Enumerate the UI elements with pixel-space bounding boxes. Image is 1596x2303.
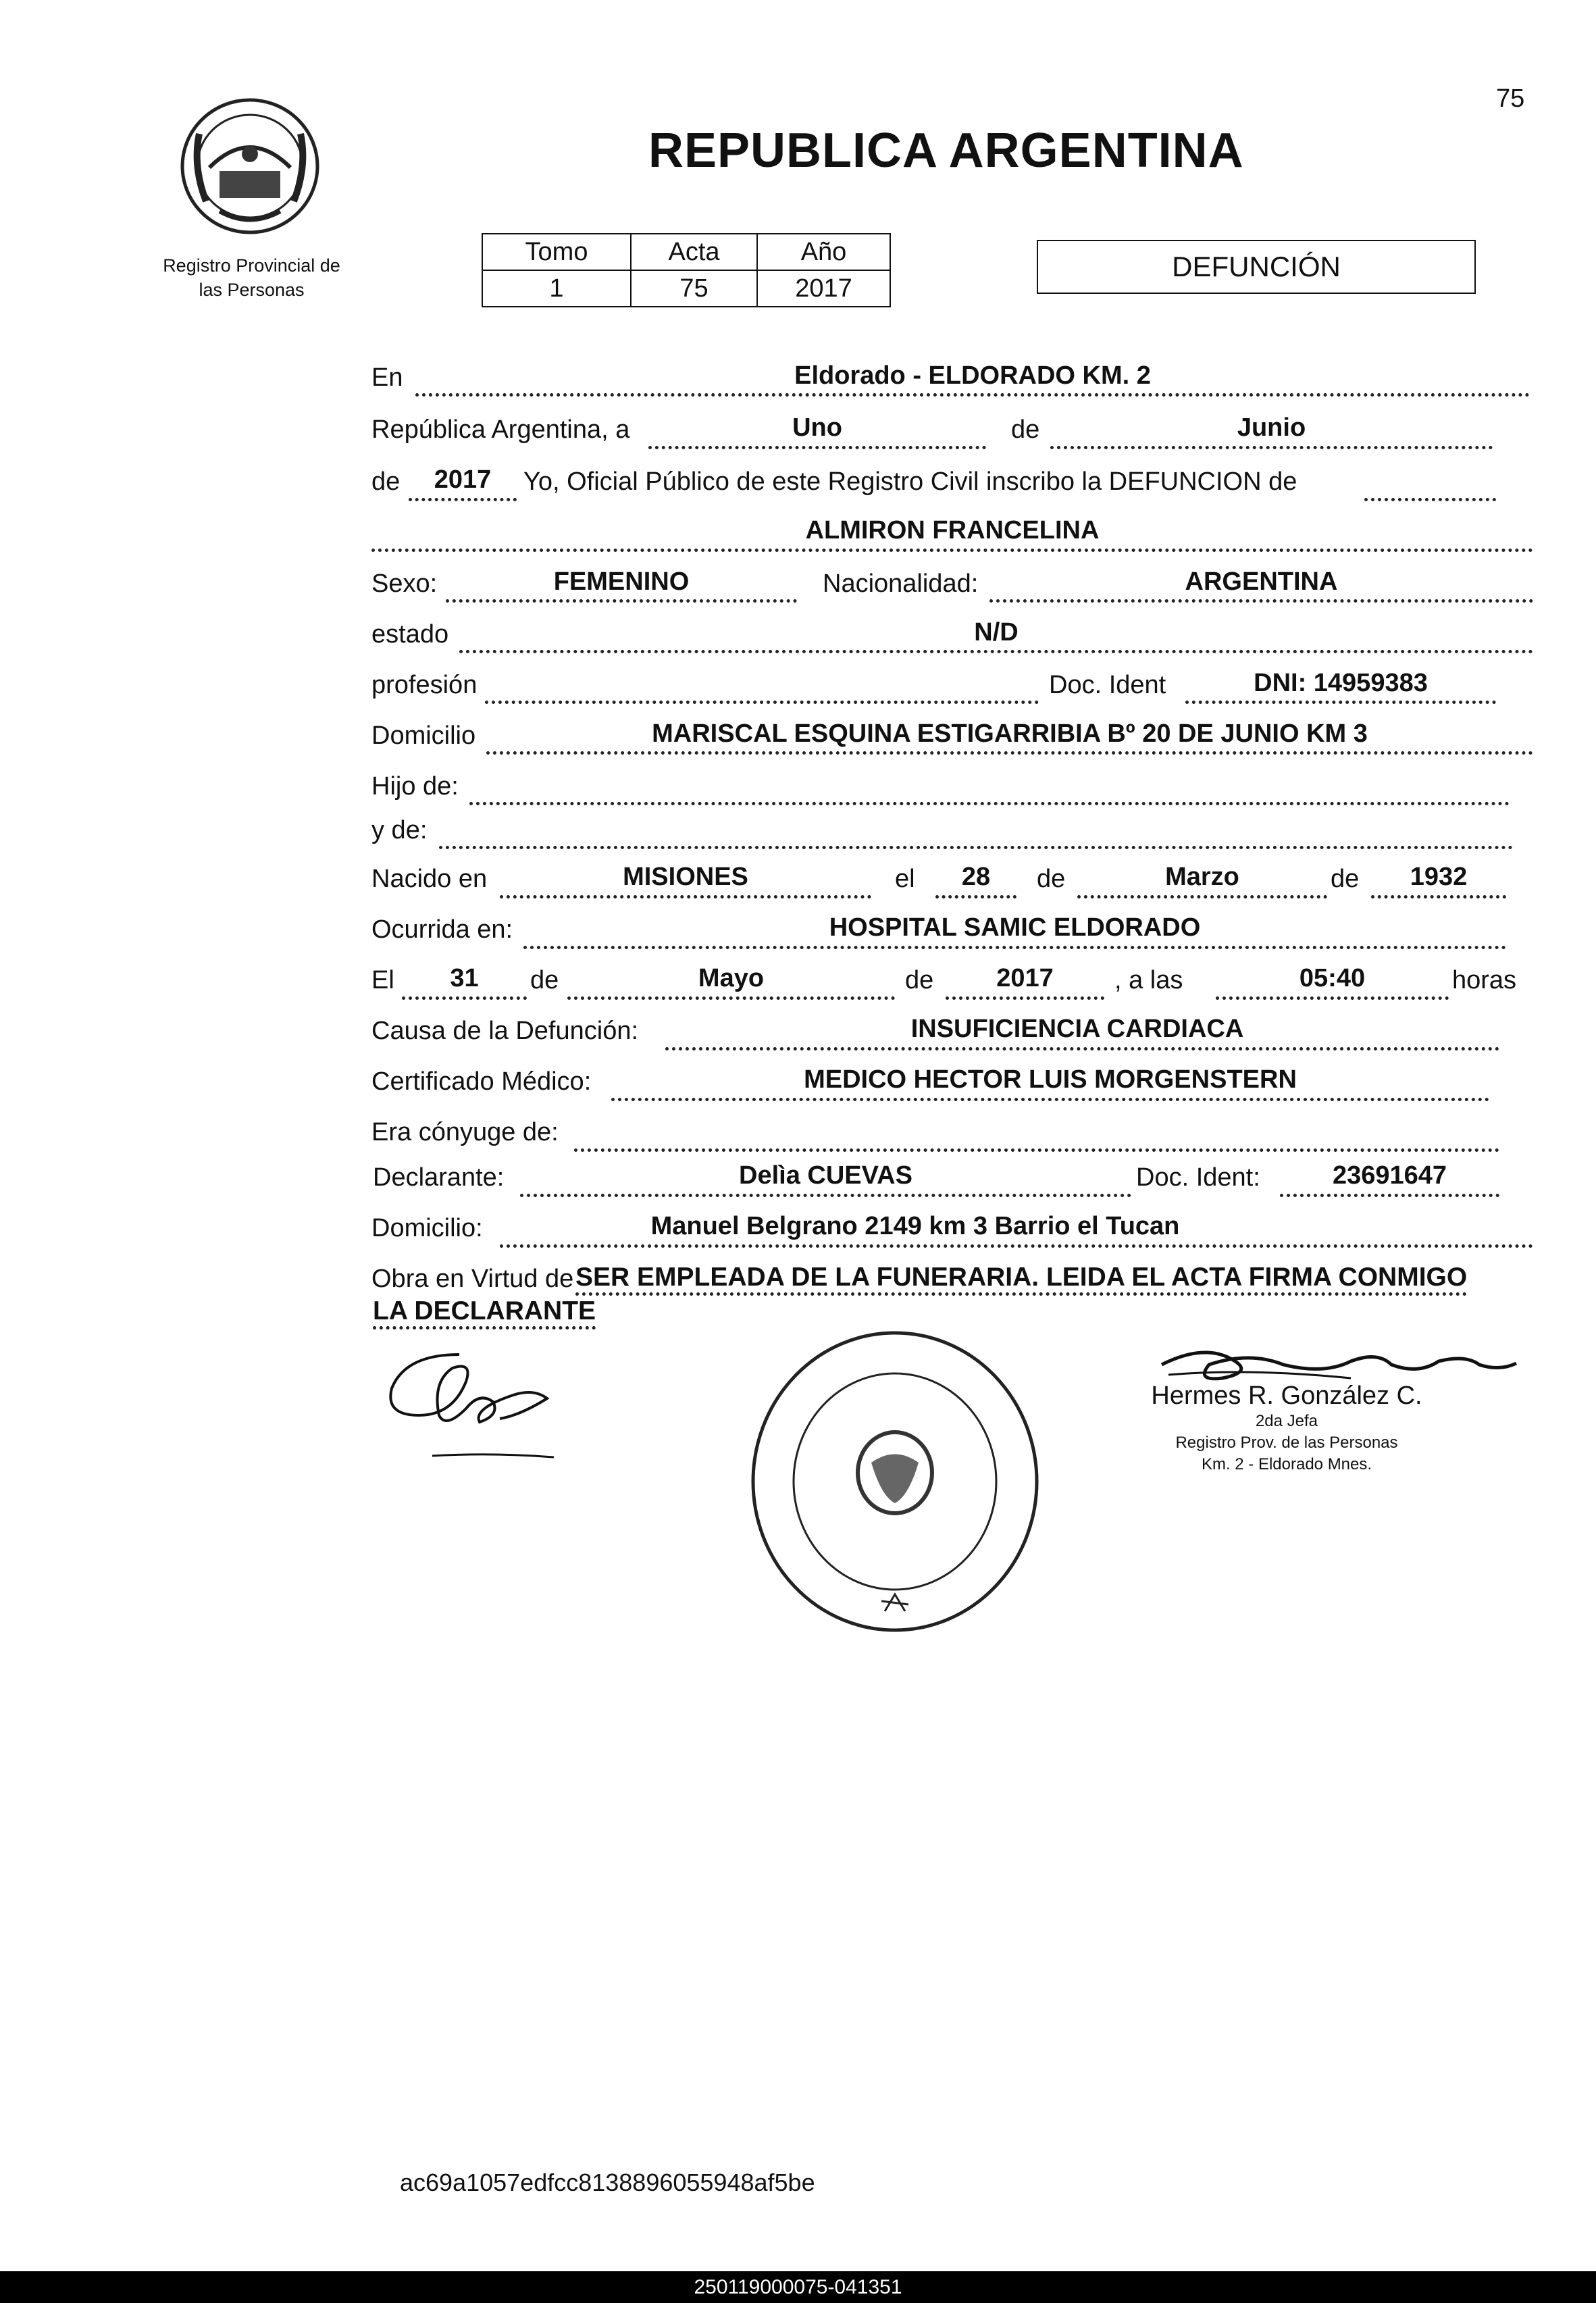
republica-label: República Argentina, a <box>371 415 630 444</box>
en-line <box>415 393 1530 397</box>
hijo-line <box>469 802 1510 805</box>
declarante-line <box>520 1194 1131 1197</box>
causa-line <box>665 1047 1499 1051</box>
acta-value: 75 <box>631 270 757 307</box>
anio-line <box>409 498 517 501</box>
conyuge-line <box>574 1148 1499 1152</box>
en-value: Eldorado - ELDORADO KM. 2 <box>794 361 1151 390</box>
registry-line-2: las Personas <box>199 280 305 300</box>
anio-value: 2017 <box>757 270 890 307</box>
domicilio-value: MARISCAL ESQUINA ESTIGARRIBIA Bº 20 DE JUNIO KM 3 <box>652 719 1368 748</box>
sexo-value: FEMENINO <box>553 567 690 596</box>
de-label-4: de <box>1331 865 1360 893</box>
mes-value: Junio <box>1237 413 1306 442</box>
de-label-5: de <box>530 966 559 994</box>
certificado-line <box>611 1098 1489 1101</box>
domicilio2-value: Manuel Belgrano 2149 km 3 Barrio el Tucan <box>650 1212 1180 1240</box>
domicilio2-line <box>500 1244 1533 1248</box>
doc-ident-value: DNI: 14959383 <box>1254 669 1428 697</box>
obra-value-2: LA DECLARANTE <box>373 1296 596 1330</box>
official-seal-icon <box>746 1327 1044 1635</box>
dia-line <box>648 446 986 449</box>
nombre-line <box>371 549 1533 552</box>
el-fecha-label: El <box>371 966 394 994</box>
record-table <box>482 233 891 307</box>
doc-ident2-label: Doc. Ident: <box>1136 1163 1260 1192</box>
ocurrida-line <box>523 946 1506 949</box>
nac-anio-value: 1932 <box>1410 863 1468 891</box>
dia-value: Uno <box>792 413 842 442</box>
tomo-header: Tomo <box>482 234 631 270</box>
hora-value: 05:40 <box>1299 964 1366 992</box>
official-name: Hermes R. González C. <box>1151 1382 1422 1410</box>
declarante-value: Delìa CUEVAS <box>739 1161 912 1190</box>
deceased-name: ALMIRON FRANCELINA <box>805 516 1100 545</box>
anio-value: 2017 <box>434 465 492 494</box>
de-label-2: de <box>371 467 401 496</box>
tomo-value: 1 <box>482 270 631 307</box>
nacionalidad-label: Nacionalidad: <box>823 570 979 598</box>
inscribo-text: Yo, Oficial Público de este Registro Civil inscribo la DEFUNCION de <box>523 467 1297 496</box>
def-mes-line <box>567 996 895 1000</box>
sexo-label: Sexo: <box>371 570 438 598</box>
domicilio-line <box>486 751 1533 755</box>
nacionalidad-value: ARGENTINA <box>1185 567 1338 596</box>
causa-value: INSUFICIENCIA CARDIACA <box>910 1015 1244 1043</box>
doc-ident-line <box>1185 701 1496 704</box>
estado-line <box>459 650 1533 653</box>
sexo-line <box>446 599 797 603</box>
obra-value-1: SER EMPLEADA DE LA FUNERARIA. LEIDA EL ACTA FIRMA CONMIGO <box>575 1263 1467 1296</box>
declarant-signature-icon <box>378 1341 581 1476</box>
def-dia-value: 31 <box>450 964 479 992</box>
document-hash: ac69a1057edfcc8138896055948af5be <box>400 2169 815 2196</box>
nac-mes-value: Marzo <box>1165 863 1239 891</box>
official-block <box>1145 1382 1428 1475</box>
domicilio2-label: Domicilio: <box>371 1214 483 1242</box>
document-type: DEFUNCIÓN <box>1037 240 1476 294</box>
conyuge-label: Era cónyuge de: <box>371 1118 559 1146</box>
en-label: En <box>371 363 403 392</box>
mes-line <box>1050 446 1493 449</box>
record-value-row <box>482 270 890 307</box>
nacionalidad-line <box>989 599 1533 603</box>
profesion-line <box>485 701 1039 704</box>
official-location: Km. 2 - Eldorado Mnes. <box>1201 1455 1372 1473</box>
def-mes-value: Mayo <box>698 964 765 992</box>
yde-label: y de: <box>371 816 428 844</box>
doc-ident2-line <box>1280 1194 1499 1197</box>
hijo-label: Hijo de: <box>371 772 459 801</box>
registry-line-1: Registro Provincial de <box>163 255 340 276</box>
acta-header: Acta <box>631 234 757 270</box>
def-anio-line <box>946 996 1104 1000</box>
page-title: REPUBLICA ARGENTINA <box>648 124 1244 178</box>
nac-dia-line <box>935 895 1016 899</box>
def-dia-line <box>402 996 527 1000</box>
ocurrida-label: Ocurrida en: <box>371 915 513 944</box>
el-label: el <box>895 865 915 893</box>
horas-label: horas <box>1452 966 1517 994</box>
anio-header: Año <box>757 234 890 270</box>
provincial-emblem-icon <box>172 86 328 242</box>
causa-label: Causa de la Defunción: <box>371 1017 639 1045</box>
inscribo-line <box>1364 498 1496 501</box>
nacido-label: Nacido en <box>371 865 488 893</box>
obra-label: Obra en Virtud de <box>371 1265 574 1293</box>
nac-mes-line <box>1077 895 1327 899</box>
def-anio-value: 2017 <box>996 964 1054 992</box>
doc-ident-label: Doc. Ident <box>1049 671 1166 699</box>
de-label-3: de <box>1037 865 1066 893</box>
estado-label: estado <box>371 620 449 649</box>
profesion-label: profesión <box>371 671 478 699</box>
nac-anio-line <box>1371 895 1506 899</box>
page-number: 75 <box>1496 84 1525 113</box>
declarante-label: Declarante: <box>373 1163 505 1192</box>
official-office: Registro Prov. de las Personas <box>1175 1434 1398 1452</box>
de-label-1: de <box>1011 415 1040 444</box>
ocurrida-value: HOSPITAL SAMIC ELDORADO <box>829 913 1201 942</box>
certificado-value: MEDICO HECTOR LUIS MORGENSTERN <box>804 1065 1297 1094</box>
record-header-row <box>482 234 890 270</box>
footer-code: 250119000075-041351 <box>694 2276 902 2298</box>
doc-ident2-value: 23691647 <box>1332 1161 1447 1190</box>
registry-label <box>135 253 368 302</box>
estado-value: N/D <box>974 618 1019 647</box>
de-label-6: de <box>905 966 934 994</box>
nacido-line <box>500 895 871 899</box>
hora-line <box>1216 996 1449 1000</box>
nacido-value: MISIONES <box>623 863 748 891</box>
alas-label: , a las <box>1114 966 1183 994</box>
yde-line <box>439 846 1513 849</box>
certificado-label: Certificado Médico: <box>371 1067 592 1096</box>
official-role: 2da Jefa <box>1255 1412 1318 1430</box>
domicilio-label: Domicilio <box>371 722 476 750</box>
nac-dia-value: 28 <box>961 863 991 891</box>
